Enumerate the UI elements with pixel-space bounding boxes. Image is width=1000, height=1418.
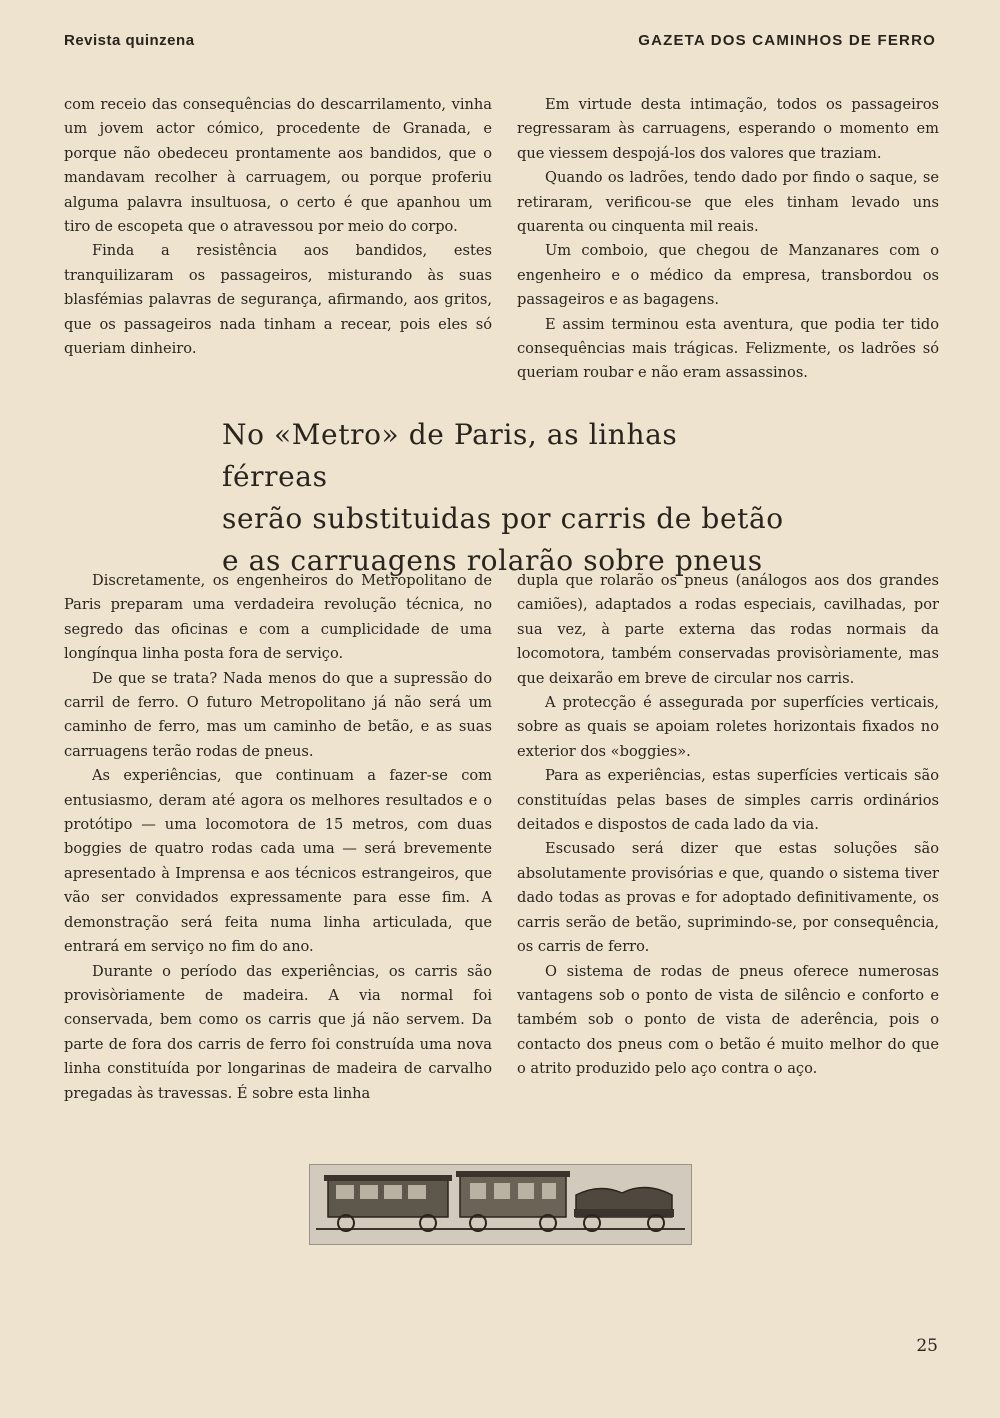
column-top-left <box>64 93 492 361</box>
running-header-left: Revista quinzena <box>64 32 195 49</box>
paragraph: Para as experiências, estas superfícies verticais são constituídas pelas bases de simples carris ordinários deitados e dispostos de cada lado da via. <box>517 767 939 834</box>
paragraph: Escusado será dizer que estas soluções são absolutamente provisórias e que, quando o sistema tiver dado todas as provas e for adoptado definitivamente, os carris serão de betão, suprimindo-se, por consequência, os carris de ferro. <box>517 840 939 956</box>
paragraph: Quando os ladrões, tendo dado por findo o saque, se retiraram, verificou-se que eles tinham levado uns quarenta ou cinquenta mil reais. <box>517 169 939 236</box>
paragraph: As experiências, que continuam a fazer-se com entusiasmo, deram até agora os melhores resultados e o protótipo — uma locomotora de 15 metros, com duas boggies de quatro rodas cada uma — será brevemente apresentado à Imprensa e aos técnicos estrangeiros, que vão ser convidados expressamente para esse fim. A demonstração será feita numa linha articulada, que entrará em serviço no fim do ano. <box>64 767 492 956</box>
headline-line: e as carruagens rolarão sobre pneus <box>222 544 763 577</box>
paragraph: Um comboio, que chegou de Manzanares com o engenheiro e o médico da empresa, transbordou os passageiros e as bagagens. <box>517 242 939 309</box>
train-illustration <box>309 1164 692 1245</box>
page-number: 25 <box>916 1336 938 1356</box>
paragraph: dupla que rolarão os pneus (análogos aos dos grandes camiões), adaptados a rodas especiais, cavilhadas, por sua vez, à parte externa das rodas normais da locomotora, também conservadas provisòriamente, mas que deixarão em breve de circular nos carris. <box>517 572 939 687</box>
paragraph: com receio das consequências do descarrilamento, vinha um jovem actor cómico, procedente de Granada, e porque não obedeceu prontamente aos bandidos, que o mandavam recolher à carruagem, ou porque proferiu alguma palavra insultuosa, o certo é que apanhou um tiro de escopeta que o atravessou por meio do corpo. <box>64 96 492 236</box>
headline-line: serão substituidas por carris de betão <box>222 502 784 535</box>
column-bottom-right <box>517 569 939 1082</box>
train-drawing <box>310 1165 691 1244</box>
paragraph: E assim terminou esta aventura, que podia ter tido consequências mais trágicas. Felizmente, os ladrões só queriam roubar e não eram assassinos. <box>517 315 939 382</box>
column-top-right <box>517 93 939 386</box>
running-header-right: GAZETA DOS CAMINHOS DE FERRO <box>638 32 936 49</box>
headline-line: No «Metro» de Paris, as linhas férreas <box>222 418 678 493</box>
article-headline <box>222 414 788 582</box>
paragraph: Discretamente, os engenheiros do Metropolitano de Paris preparam uma verdadeira revolução técnica, no segredo das oficinas e com a cumplicidade de uma longínqua linha posta fora de serviço. <box>64 572 492 663</box>
paragraph: Durante o período das experiências, os carris são provisòriamente de madeira. A via normal foi conservada, bem como os carris que já não servem. Da parte de fora dos carris de ferro foi construída uma nova linha constituída por longarinas de madeira de carvalho pregadas às travessas. É sobre esta linha <box>64 962 492 1102</box>
paragraph: A protecção é assegurada por superfícies verticais, sobre as quais se apoiam roletes horizontais fixados no exterior dos «boggies». <box>517 694 939 760</box>
paragraph: Finda a resistência aos bandidos, estes tranquilizaram os passageiros, misturando às suas blasfémias palavras de segurança, afirmando, aos gritos, que os passageiros nada tinham a recear, pois eles só queriam dinheiro. <box>64 242 492 358</box>
paragraph: De que se trata? Nada menos do que a supressão do carril de ferro. O futuro Metropolitano já não será um caminho de ferro, mas um caminho de betão, e as suas carruagens terão rodas de pneus. <box>64 669 492 760</box>
paragraph: Em virtude desta intimação, todos os passageiros regressaram às carruagens, esperando o momento em que viessem despojá-los dos valores que traziam. <box>517 96 939 162</box>
paragraph: O sistema de rodas de pneus oferece numerosas vantagens sob o ponto de vista de silêncio e conforto e também sob o ponto de vista de aderência, pois o contacto dos pneus com o betão é muito melhor do que o atrito produzido pelo aço contra o aço. <box>517 962 939 1078</box>
column-bottom-left <box>64 569 492 1106</box>
